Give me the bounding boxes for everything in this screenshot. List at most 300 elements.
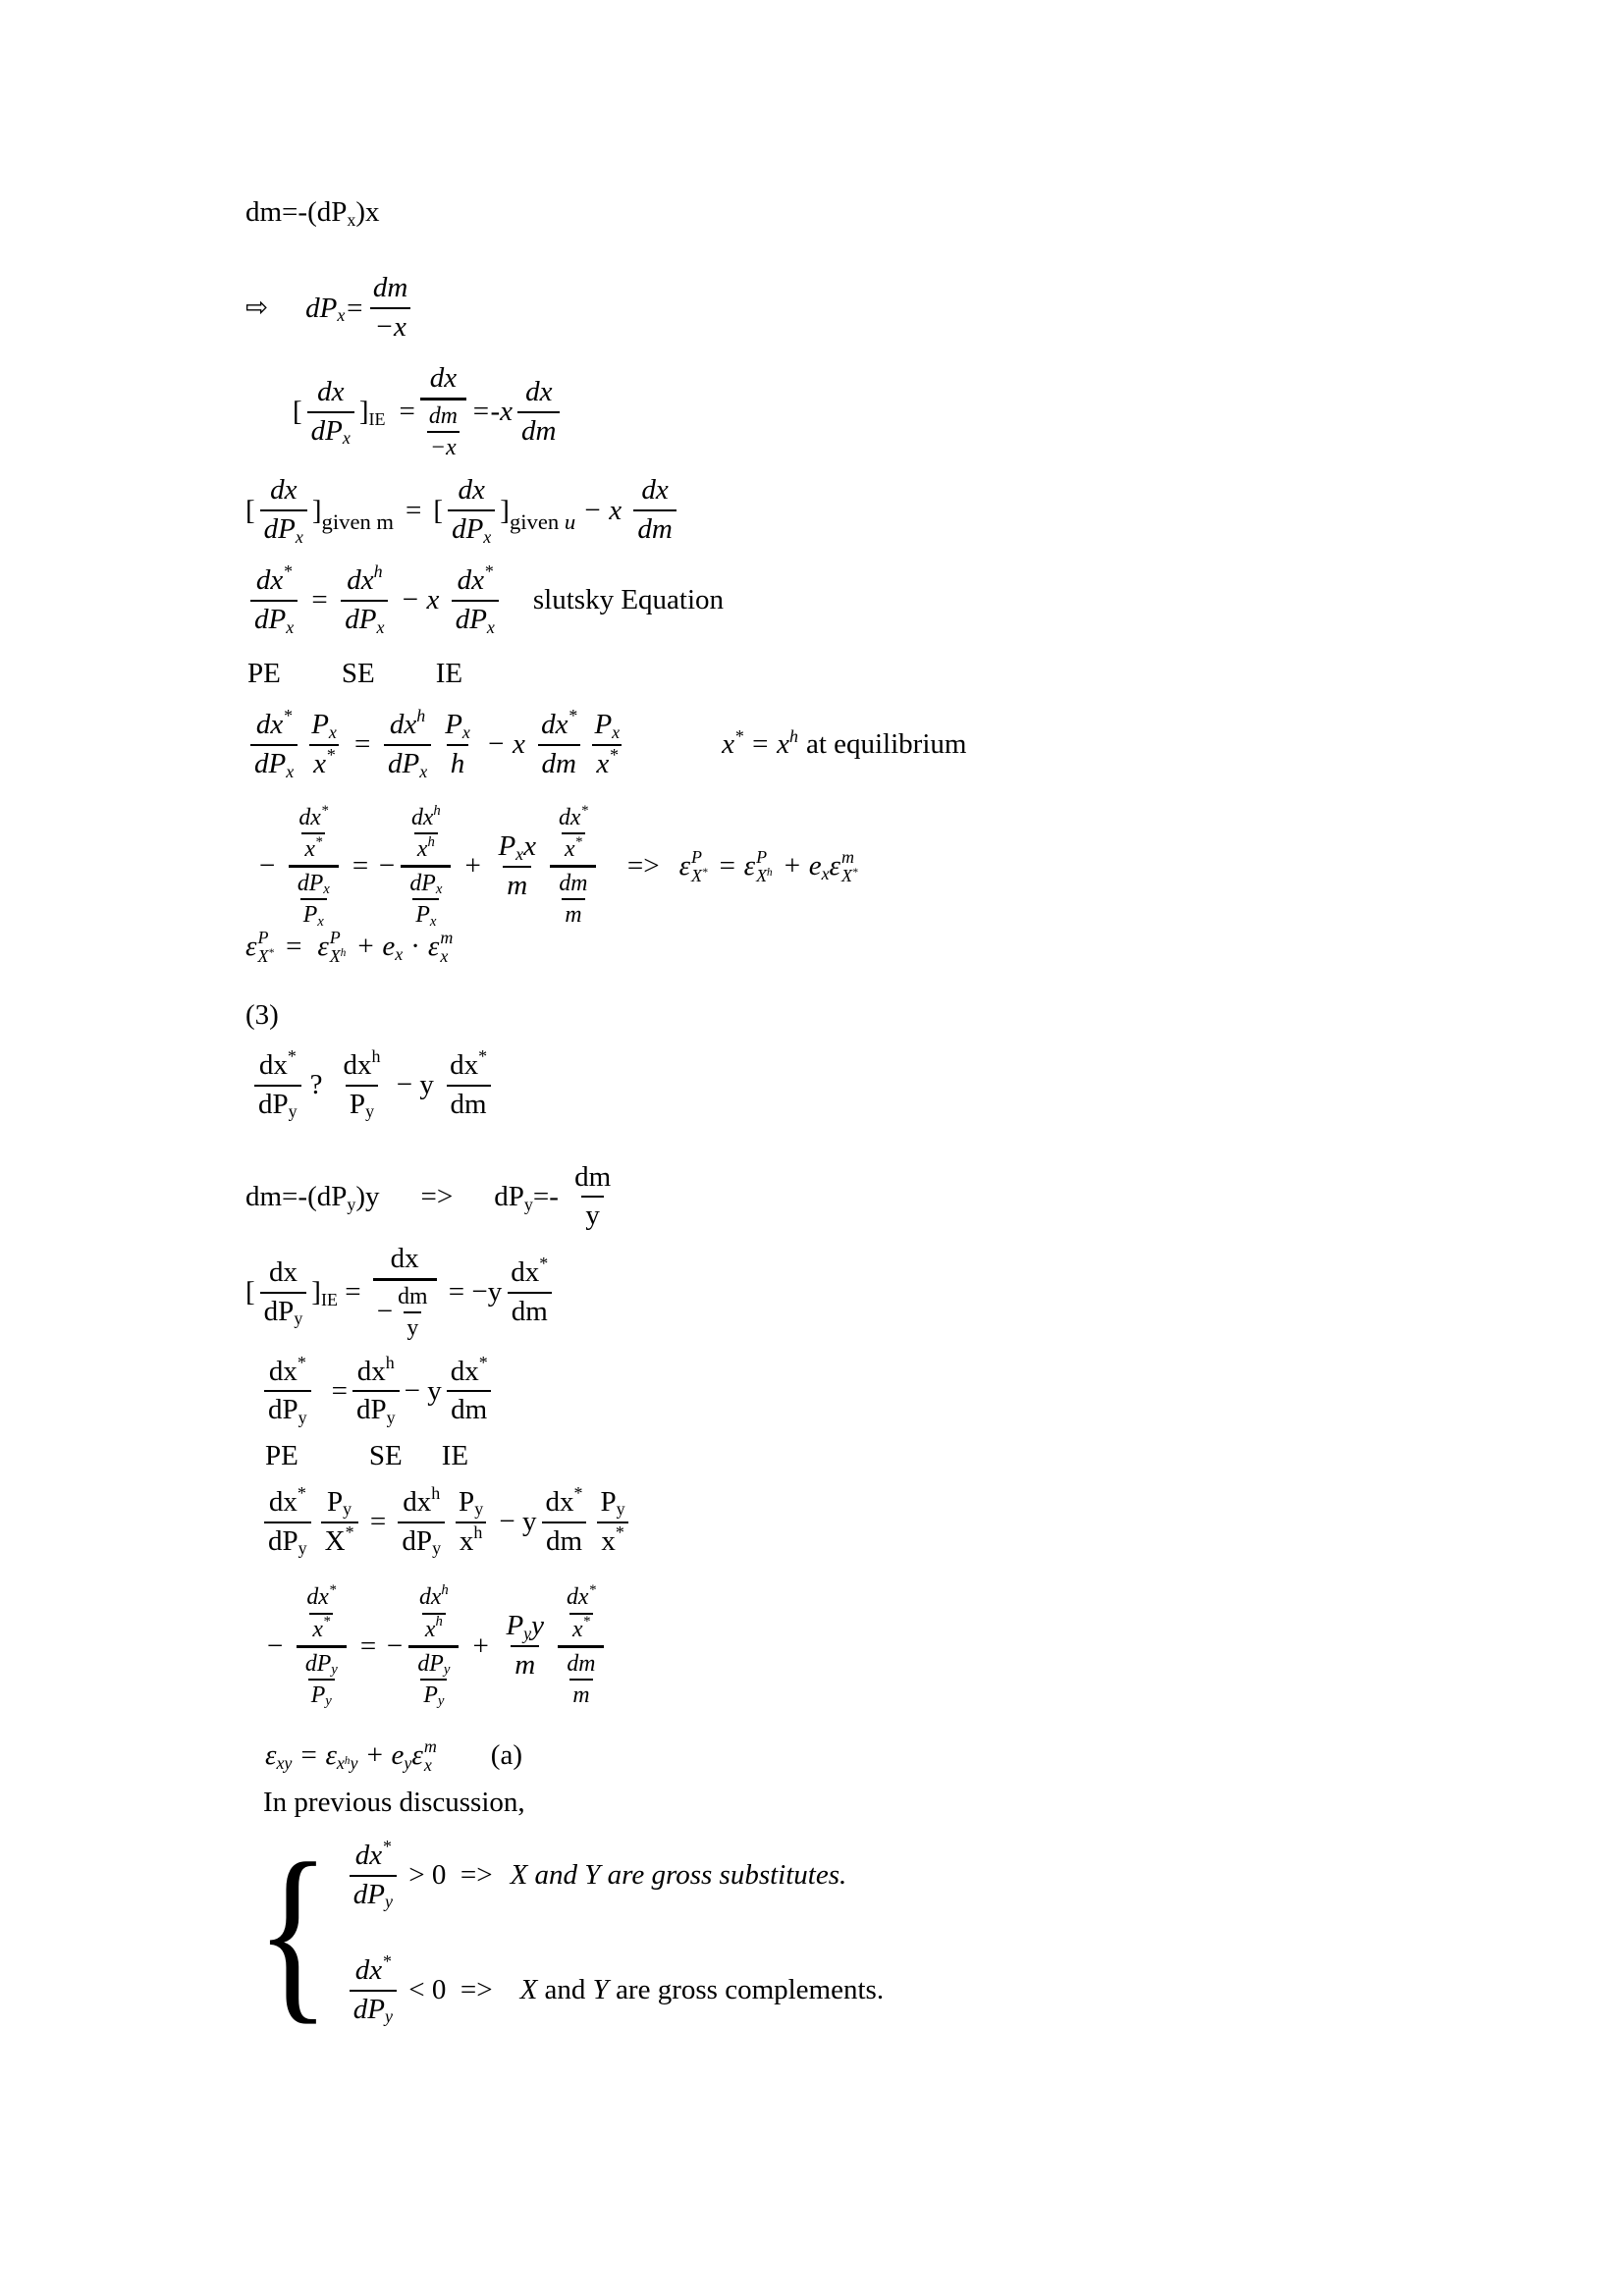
math-token: m x bbox=[440, 927, 454, 966]
math-text: = bbox=[345, 292, 364, 324]
fraction bbox=[507, 1254, 552, 1328]
math-token: * bbox=[573, 1482, 583, 1503]
math-text: ε bbox=[325, 1739, 337, 1772]
math-text: => bbox=[460, 1858, 493, 1891]
gross-substitutes-text: X and Y are gross substitutes. bbox=[510, 1858, 847, 1891]
math-text: dx bbox=[347, 564, 374, 597]
fraction bbox=[550, 802, 597, 929]
elasticity-derivation-y-equation bbox=[265, 1584, 966, 1708]
math-text: dP bbox=[352, 1993, 386, 2025]
math-token: y bbox=[347, 1194, 356, 1214]
math-token: h bbox=[435, 1614, 443, 1630]
math-text: dx bbox=[567, 1584, 589, 1611]
math-text: − bbox=[376, 1296, 394, 1328]
elasticity-form-x-equation bbox=[245, 706, 967, 781]
math-token: y bbox=[616, 1499, 625, 1520]
math-token: x bbox=[419, 761, 428, 781]
math-text: dm bbox=[545, 1524, 583, 1557]
math-text: dx bbox=[403, 1485, 432, 1518]
fraction bbox=[296, 802, 331, 863]
math-text: dx bbox=[354, 1953, 383, 1986]
case-row-2 bbox=[345, 1950, 885, 2027]
math-text: dx bbox=[559, 805, 581, 831]
math-token: h bbox=[433, 802, 441, 819]
math-token: y bbox=[385, 2006, 393, 2027]
fraction bbox=[564, 1651, 598, 1708]
math-text: = bbox=[331, 1374, 348, 1407]
math-notes-content bbox=[245, 196, 967, 2042]
fraction bbox=[597, 1487, 629, 1558]
math-text: = bbox=[276, 930, 318, 962]
math-token: * bbox=[283, 706, 293, 726]
fraction bbox=[556, 871, 590, 928]
math-text: dx bbox=[268, 1256, 298, 1288]
math-text: ε bbox=[317, 930, 329, 962]
math-text: P bbox=[423, 1682, 438, 1708]
math-text: P bbox=[459, 1485, 475, 1518]
fraction bbox=[408, 1584, 459, 1708]
math-text: −x bbox=[374, 311, 406, 344]
math-text: dP bbox=[452, 513, 484, 546]
math-token bbox=[322, 509, 394, 535]
math-text: dP bbox=[494, 1180, 524, 1212]
math-text: = bbox=[399, 396, 415, 428]
math-text: dP bbox=[310, 414, 343, 447]
math-text: dx bbox=[450, 1355, 479, 1387]
math-token: h bbox=[473, 1522, 483, 1542]
math-token: y bbox=[288, 1101, 298, 1122]
math-text: ] bbox=[358, 396, 369, 428]
math-text: P bbox=[302, 902, 318, 929]
math-text: ε bbox=[678, 850, 690, 882]
math-token: y bbox=[298, 1538, 307, 1559]
math-text: dx bbox=[410, 805, 434, 831]
fraction bbox=[384, 706, 431, 781]
fraction bbox=[564, 1584, 599, 1641]
math-text: x bbox=[313, 748, 326, 780]
math-token bbox=[510, 509, 575, 535]
math-text: given m bbox=[321, 508, 395, 534]
effect-labels-y bbox=[265, 1440, 966, 1472]
math-text: dP bbox=[263, 1295, 295, 1327]
math-text: [ bbox=[245, 494, 255, 526]
fraction bbox=[452, 561, 499, 637]
math-text: dP bbox=[345, 604, 377, 635]
fraction bbox=[633, 475, 676, 546]
slutsky-equation-y bbox=[259, 1352, 966, 1427]
math-text: )y bbox=[355, 1180, 380, 1212]
math-text: P bbox=[327, 1485, 344, 1518]
fraction bbox=[395, 1284, 430, 1341]
fraction bbox=[303, 1584, 339, 1641]
math-text: x bbox=[336, 1753, 345, 1774]
math-text: ε bbox=[411, 1739, 423, 1772]
math-text: x bbox=[416, 836, 428, 863]
math-text: dx bbox=[356, 1355, 386, 1387]
math-text: x bbox=[564, 836, 575, 863]
fraction bbox=[447, 1352, 492, 1427]
math-text: P bbox=[506, 1610, 524, 1642]
math-text: = bbox=[406, 494, 422, 526]
gross-complements-text: are gross complements. bbox=[608, 1973, 885, 2005]
math-text: X bbox=[840, 865, 852, 885]
fraction bbox=[502, 1611, 548, 1682]
math-token: * bbox=[574, 833, 582, 850]
math-token: y bbox=[385, 1892, 393, 1912]
math-token: x bbox=[286, 616, 295, 637]
math-text: dx bbox=[298, 805, 321, 831]
math-text: dP bbox=[258, 1088, 289, 1120]
math-token: x bbox=[821, 864, 830, 884]
fraction bbox=[558, 1584, 605, 1708]
math-text: X bbox=[324, 1524, 346, 1557]
math-text: In previous discussion, bbox=[263, 1786, 525, 1818]
math-text: X bbox=[756, 865, 768, 885]
math-text: IE bbox=[435, 657, 463, 689]
math-token: h bbox=[788, 725, 798, 746]
math-token: h bbox=[431, 1482, 441, 1503]
math-text: P bbox=[498, 829, 516, 862]
math-token: * bbox=[615, 1522, 624, 1542]
section-3-label bbox=[245, 999, 966, 1032]
math-token: P X* bbox=[257, 927, 274, 966]
math-text: dP bbox=[387, 748, 420, 780]
math-text: ε bbox=[743, 850, 756, 882]
math-text: dx bbox=[255, 564, 284, 597]
math-text: = − bbox=[343, 850, 397, 882]
math-text: dP bbox=[304, 1650, 332, 1677]
math-text: dx bbox=[457, 564, 484, 597]
math-text: P bbox=[349, 1088, 366, 1120]
fraction bbox=[250, 561, 298, 637]
math-text: dm bbox=[450, 1088, 487, 1120]
math-text: )x bbox=[355, 196, 380, 228]
math-token: y bbox=[294, 1308, 303, 1329]
math-text: dP bbox=[297, 871, 324, 897]
math-token: x bbox=[342, 428, 351, 449]
fraction bbox=[264, 1482, 311, 1559]
math-text: dx bbox=[255, 709, 284, 741]
math-text: dP bbox=[268, 1394, 298, 1426]
math-text: dm bbox=[574, 1160, 612, 1193]
math-token: h bbox=[371, 1045, 381, 1066]
math-token: y bbox=[325, 1693, 332, 1710]
slutsky-equation-label: slutsky Equation bbox=[532, 584, 725, 616]
math-text: dm bbox=[398, 1284, 428, 1310]
fraction bbox=[264, 1352, 311, 1427]
math-text: dx bbox=[450, 1048, 479, 1081]
math-token: h bbox=[441, 1582, 449, 1599]
math-text: u bbox=[564, 508, 576, 534]
math-text: − bbox=[265, 1629, 292, 1662]
math-text: ε bbox=[829, 850, 840, 882]
math-text: dm bbox=[541, 748, 576, 780]
math-text: ] bbox=[311, 494, 322, 526]
cross-price-question-equation bbox=[249, 1045, 966, 1122]
previous-discussion-note bbox=[263, 1787, 966, 1819]
math-text: dm bbox=[372, 272, 408, 304]
math-text: dP bbox=[352, 1878, 386, 1910]
math-text: => bbox=[460, 1973, 493, 2005]
math-text: y bbox=[350, 1753, 358, 1774]
math-token: x bbox=[376, 616, 385, 637]
math-token: * bbox=[478, 1045, 488, 1066]
math-text: x bbox=[459, 1524, 474, 1557]
math-token: * bbox=[328, 1582, 337, 1599]
fraction bbox=[289, 802, 339, 930]
math-text: = bbox=[710, 850, 744, 882]
math-text: X bbox=[691, 865, 702, 885]
math-text: + bbox=[463, 1629, 498, 1662]
math-text: [ bbox=[245, 1276, 255, 1308]
math-text: PE bbox=[247, 657, 281, 689]
math-token: y bbox=[523, 1623, 532, 1643]
math-text: ε bbox=[427, 930, 440, 962]
fraction bbox=[297, 1584, 347, 1708]
math-text: dx bbox=[343, 1048, 372, 1081]
fraction bbox=[260, 1257, 307, 1328]
gross-substitutes-complements-cases bbox=[249, 1823, 966, 2042]
math-text: =- bbox=[532, 1180, 567, 1212]
math-text: m bbox=[507, 869, 528, 901]
math-text: P bbox=[415, 902, 430, 929]
math-token: h bbox=[416, 706, 426, 726]
math-text: X bbox=[519, 1973, 538, 2005]
math-token: * bbox=[382, 1950, 392, 1971]
math-token: P $X^h$ bbox=[756, 846, 773, 885]
math-text: dx bbox=[268, 1485, 298, 1518]
fraction bbox=[352, 1352, 400, 1427]
math-token: * bbox=[297, 1482, 306, 1503]
fraction bbox=[373, 1244, 437, 1341]
fraction bbox=[406, 871, 445, 928]
math-token: y bbox=[386, 1407, 396, 1427]
math-token: * bbox=[851, 867, 858, 880]
math-text: dP bbox=[254, 748, 287, 780]
math-token: h bbox=[385, 1352, 395, 1372]
math-text: − x bbox=[575, 494, 629, 526]
math-text: dx bbox=[458, 474, 485, 507]
math-text: SE bbox=[368, 1440, 403, 1472]
fraction bbox=[446, 1045, 491, 1121]
math-token: * bbox=[382, 1836, 392, 1856]
math-text: dx bbox=[390, 1243, 419, 1275]
math-token: IE bbox=[320, 1290, 338, 1310]
math-text: ? bbox=[309, 1068, 323, 1100]
math-token: h bbox=[340, 946, 347, 959]
math-token: y bbox=[343, 1499, 352, 1520]
slutsky-equation-x bbox=[245, 561, 966, 637]
equilibrium-note: at equilibrium bbox=[805, 728, 967, 761]
math-text: dP bbox=[268, 1524, 298, 1557]
math-text: x bbox=[722, 728, 735, 761]
math-token: * bbox=[588, 1582, 596, 1599]
math-text: + bbox=[775, 850, 809, 882]
math-text: ε bbox=[245, 930, 257, 962]
math-text: =-x bbox=[470, 396, 514, 428]
math-text: P bbox=[600, 1485, 617, 1518]
income-change-x-equation bbox=[245, 196, 966, 229]
math-text: y bbox=[585, 1200, 600, 1232]
fraction bbox=[517, 377, 560, 448]
fraction bbox=[448, 475, 495, 546]
math-text: − y bbox=[389, 1068, 442, 1100]
elasticity-form-y-equation bbox=[259, 1482, 966, 1559]
math-text: dm bbox=[637, 513, 673, 546]
math-token: * bbox=[268, 946, 274, 959]
math-token: * bbox=[283, 561, 293, 582]
math-token: y bbox=[432, 1538, 442, 1559]
fraction bbox=[350, 1950, 397, 2027]
math-text: = − bbox=[351, 1629, 405, 1662]
income-change-y-equation bbox=[245, 1162, 966, 1233]
math-text: dx bbox=[270, 474, 298, 507]
fraction bbox=[321, 1487, 358, 1558]
equation-a-label: (a) bbox=[490, 1739, 522, 1772]
rightwards-arrow-icon: ⇨ bbox=[245, 292, 269, 324]
math-token: x bbox=[612, 721, 621, 742]
math-text: dm bbox=[511, 1295, 548, 1327]
math-text: X bbox=[329, 945, 341, 966]
income-effect-y-equation bbox=[245, 1244, 966, 1341]
math-token: m X* bbox=[840, 846, 858, 885]
math-token: IE bbox=[368, 408, 386, 429]
math-text: ε bbox=[265, 1739, 277, 1772]
math-text: P bbox=[310, 1682, 326, 1708]
math-token: x bbox=[435, 881, 443, 898]
math-text: − x bbox=[393, 584, 447, 616]
math-text: dx bbox=[317, 375, 345, 407]
math-text: > 0 bbox=[402, 1858, 460, 1891]
math-text: = bbox=[337, 1276, 368, 1308]
math-token: y bbox=[474, 1499, 484, 1520]
math-text: x bbox=[601, 1524, 616, 1557]
math-text: dP bbox=[417, 1650, 444, 1677]
math-text: dx bbox=[354, 1839, 383, 1871]
math-text: y bbox=[406, 1315, 419, 1342]
cross-elasticity-equation bbox=[265, 1737, 966, 1775]
math-token: * bbox=[478, 1352, 488, 1372]
math-token: x bbox=[323, 881, 330, 898]
math-token: y bbox=[365, 1101, 375, 1122]
math-token: P $X^h$ bbox=[329, 927, 347, 966]
fraction bbox=[542, 1482, 587, 1558]
math-token: x bbox=[486, 616, 495, 637]
math-token: y bbox=[523, 1194, 533, 1214]
math-token: h bbox=[344, 1754, 351, 1767]
math-text: ] bbox=[500, 494, 510, 526]
income-effect-x-equation bbox=[293, 363, 966, 460]
math-text: dx bbox=[545, 1485, 574, 1518]
fraction bbox=[426, 403, 460, 460]
math-text: = bbox=[292, 1739, 326, 1772]
math-token: * bbox=[345, 1522, 354, 1542]
math-text: dx bbox=[268, 1355, 298, 1387]
math-text: dx bbox=[389, 709, 417, 741]
math-text: dP bbox=[263, 513, 296, 546]
math-token: h bbox=[373, 561, 383, 582]
math-text: m bbox=[565, 902, 582, 929]
math-token: * bbox=[297, 1352, 306, 1372]
elasticity-equation-x bbox=[245, 929, 966, 966]
math-text: dP bbox=[305, 292, 338, 324]
fraction bbox=[494, 831, 540, 902]
math-text: dm bbox=[559, 871, 588, 897]
math-token: * bbox=[483, 561, 493, 582]
fraction bbox=[401, 802, 451, 930]
math-text: x bbox=[312, 1616, 323, 1642]
math-text: PE bbox=[265, 1440, 298, 1472]
math-token: P X* bbox=[691, 846, 708, 885]
math-text: => bbox=[626, 850, 660, 882]
math-token: y bbox=[443, 1661, 451, 1678]
math-text: x bbox=[571, 1616, 583, 1642]
fraction bbox=[260, 475, 307, 546]
math-token: x bbox=[317, 913, 324, 930]
math-token: x bbox=[461, 721, 470, 742]
math-token: * bbox=[287, 1045, 297, 1066]
math-text: − y bbox=[492, 1505, 537, 1537]
math-token: * bbox=[314, 833, 323, 850]
math-token: * bbox=[582, 1614, 590, 1630]
math-token: x bbox=[295, 526, 303, 547]
math-token: * bbox=[326, 745, 335, 766]
math-text: − y bbox=[404, 1374, 442, 1407]
math-text: IE bbox=[441, 1440, 469, 1472]
math-text: + bbox=[357, 1739, 392, 1772]
fraction bbox=[369, 273, 411, 344]
math-token: y bbox=[437, 1693, 445, 1710]
math-token: * bbox=[580, 802, 588, 819]
math-text: and bbox=[537, 1973, 593, 2005]
math-text: + bbox=[349, 930, 383, 962]
math-text: P bbox=[594, 709, 613, 741]
fraction bbox=[341, 561, 388, 637]
math-token: * bbox=[539, 1254, 549, 1274]
math-token: x bbox=[429, 913, 437, 930]
math-text: dP bbox=[409, 871, 436, 897]
math-text: − bbox=[257, 850, 284, 882]
math-text: −x bbox=[430, 435, 457, 461]
price-change-x-equation bbox=[245, 273, 966, 344]
math-text: m bbox=[514, 1649, 536, 1682]
math-token: * bbox=[609, 745, 619, 766]
fraction bbox=[420, 363, 466, 460]
math-text: − x bbox=[478, 728, 533, 761]
math-token: m x bbox=[423, 1736, 437, 1775]
math-text: dm bbox=[567, 1650, 596, 1677]
math-token bbox=[337, 1753, 358, 1774]
math-text: = bbox=[345, 728, 379, 761]
math-text: dx bbox=[306, 1584, 329, 1611]
fraction bbox=[250, 706, 298, 781]
math-token: x bbox=[337, 305, 346, 326]
math-text: x bbox=[424, 1616, 436, 1642]
math-text: (3) bbox=[245, 999, 279, 1032]
fraction bbox=[590, 710, 623, 780]
fraction bbox=[455, 1487, 487, 1558]
math-text: Y bbox=[592, 1973, 609, 2005]
math-text: · bbox=[410, 930, 420, 962]
math-token: * bbox=[701, 867, 708, 880]
fraction bbox=[254, 1045, 301, 1122]
fraction bbox=[307, 377, 354, 448]
math-text: dm=-(dP bbox=[245, 196, 348, 228]
math-text: h bbox=[450, 748, 465, 780]
math-text: + bbox=[456, 850, 490, 882]
math-text: dx bbox=[511, 1256, 540, 1288]
math-text: = bbox=[362, 1505, 394, 1537]
